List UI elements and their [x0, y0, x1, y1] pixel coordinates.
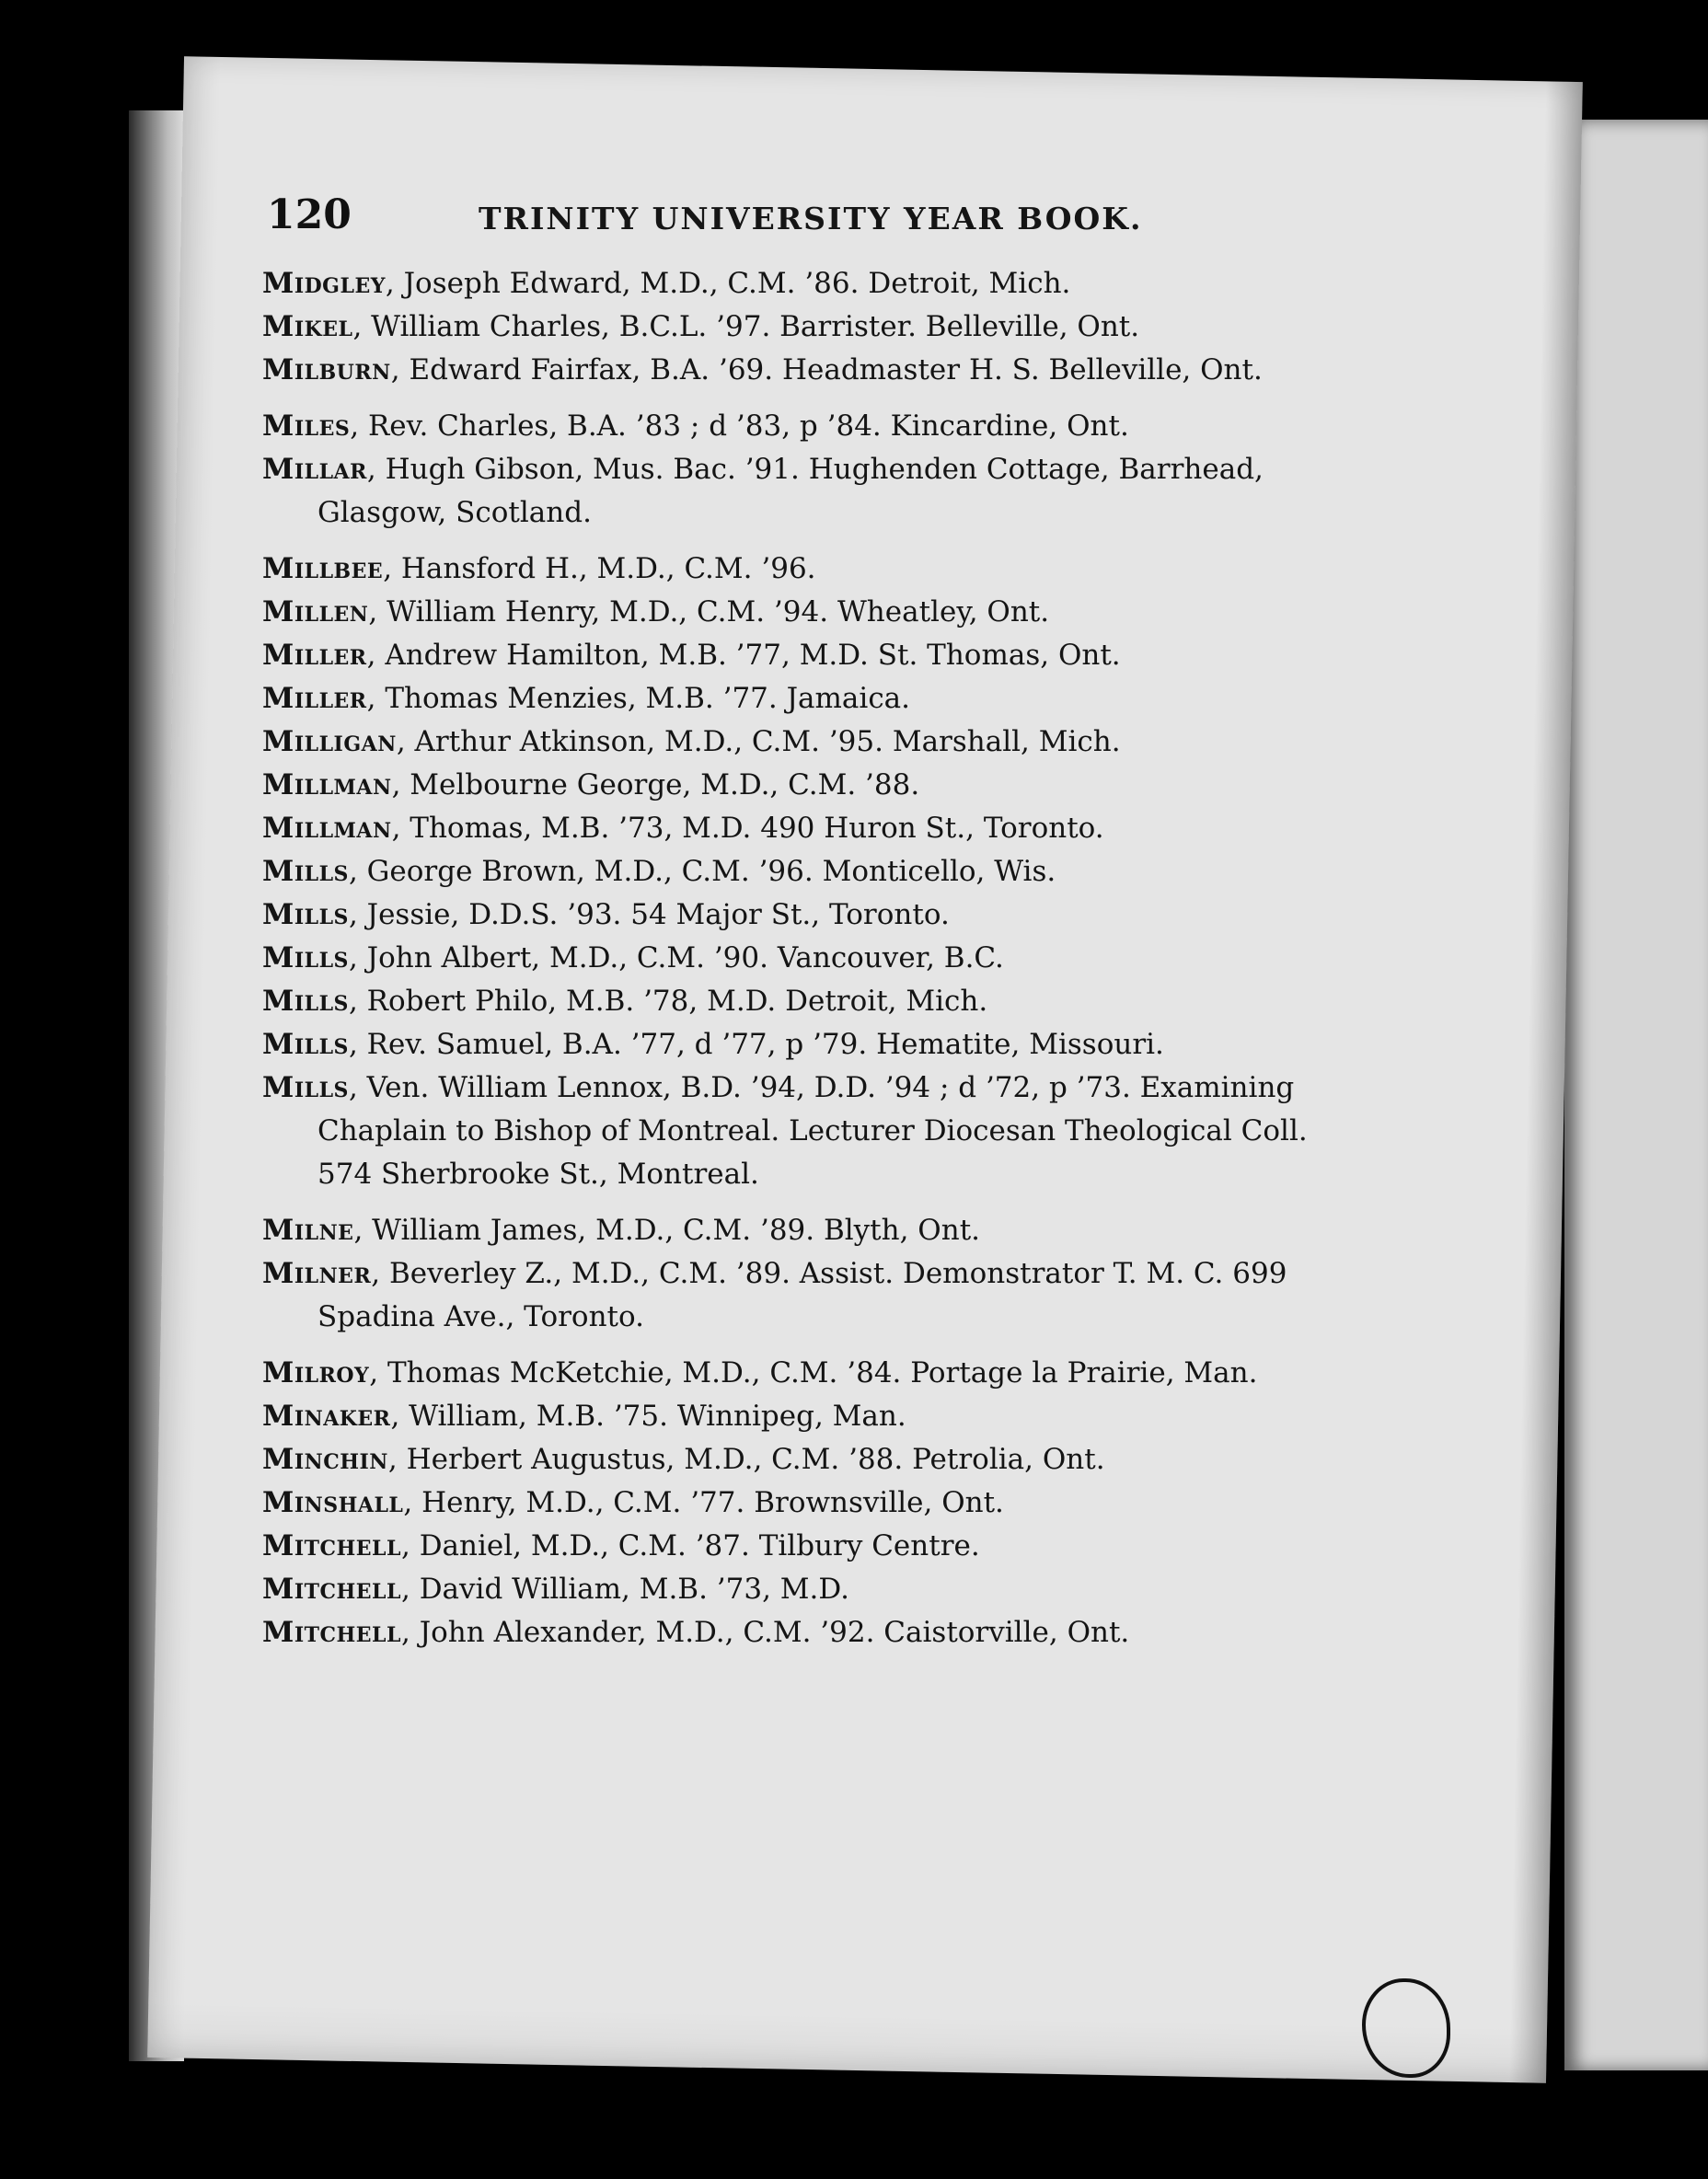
entry-surname: Millen: [262, 595, 369, 628]
entry-surname: Milligan: [262, 725, 397, 758]
entry-surname: Miller: [262, 682, 367, 715]
entry: [262, 807, 1348, 850]
entry-details: , Andrew Hamilton, M.B. ’77, M.D. St. Thomas, Ont.: [366, 639, 1121, 672]
entry-surname: Millbee: [262, 552, 384, 585]
entry-surname: Midgley: [262, 267, 386, 300]
adjacent-page-edge: [1564, 120, 1708, 2070]
entry-surname: Mitchell: [262, 1616, 401, 1649]
entry-details: , William James, M.D., C.M. ’89. Blyth, Ont.: [353, 1214, 980, 1247]
entry-details: , George Brown, M.D., C.M. ’96. Monticello, Wis.: [348, 855, 1056, 888]
entry-surname: Milburn: [262, 353, 391, 386]
entry: [262, 1438, 1348, 1481]
entry-surname: Milner: [262, 1257, 372, 1290]
entry: [262, 677, 1348, 721]
entry-details: , Beverley Z., M.D., C.M. ’89. Assist. Demonstrator T. M. C. 699 Spadina Ave., Toronto.: [317, 1257, 1287, 1333]
entry: [262, 1352, 1348, 1395]
entry-surname: Minaker: [262, 1400, 391, 1433]
entry-details: , John Albert, M.D., C.M. ’90. Vancouver, B.C.: [348, 941, 1004, 974]
entry: [262, 349, 1348, 392]
entry-surname: Mills: [262, 855, 349, 888]
entry-details: , Hansford H., M.D., C.M. ’96.: [383, 552, 816, 585]
entry-surname: Millman: [262, 812, 392, 845]
entry-details: , David William, M.B. ’73, M.D.: [400, 1573, 850, 1606]
entry: [262, 262, 1348, 306]
entry-surname: Mitchell: [262, 1573, 401, 1606]
entry: [262, 405, 1348, 448]
entry-surname: Millar: [262, 453, 367, 486]
entry-surname: Minchin: [262, 1443, 388, 1476]
entry-details: , William, M.B. ’75. Winnipeg, Man.: [390, 1400, 906, 1433]
entry-details: , Hugh Gibson, Mus. Bac. ’91. Hughenden Cottage, Barrhead, Glasgow, Scotland.: [317, 453, 1264, 529]
entry-surname: Milne: [262, 1214, 354, 1247]
entry-surname: Mills: [262, 941, 349, 974]
entry: [262, 937, 1348, 980]
entry-details: , Ven. William Lennox, B.D. ’94, D.D. ’94 ; d ’72, p ’73. Examining Chaplain to Bishop of Montreal. Lecturer Diocesan Theological Coll. 574 Sherbrooke St., Montreal.: [317, 1071, 1308, 1191]
entry: [262, 1209, 1348, 1252]
entry: [262, 1066, 1348, 1196]
entry-details: , Thomas McKetchie, M.D., C.M. ’84. Portage la Prairie, Man.: [369, 1356, 1258, 1389]
entry: [262, 850, 1348, 894]
running-head: [267, 191, 1187, 247]
entry-details: , Robert Philo, M.B. ’78, M.D. Detroit, Mich.: [348, 985, 988, 1018]
entry: [262, 548, 1348, 591]
entry: [262, 448, 1348, 535]
entry: [262, 591, 1348, 634]
entry-surname: Mitchell: [262, 1529, 401, 1562]
entry-surname: Miller: [262, 639, 367, 672]
entry: [262, 980, 1348, 1023]
entry: [262, 1525, 1348, 1568]
entry-surname: Mikel: [262, 310, 353, 343]
entry-details: , Edward Fairfax, B.A. ’69. Headmaster H. S. Belleville, Ont.: [390, 353, 1263, 386]
entry: [262, 634, 1348, 677]
entry-details: , Arthur Atkinson, M.D., C.M. ’95. Marshall, Mich.: [396, 725, 1121, 758]
entry-details: , Jessie, D.D.S. ’93. 54 Major St., Toronto.: [348, 898, 950, 931]
entry: [262, 306, 1348, 349]
entry-details: , Rev. Charles, B.A. ’83 ; d ’83, p ’84. Kincardine, Ont.: [350, 409, 1129, 443]
entry-details: , Rev. Samuel, B.A. ’77, d ’77, p ’79. Hematite, Missouri.: [348, 1028, 1164, 1061]
entry-details: , Daniel, M.D., C.M. ’87. Tilbury Centre.: [400, 1529, 980, 1562]
running-title: TRINITY UNIVERSITY YEAR BOOK.: [479, 201, 1143, 236]
entry-details: , William Charles, B.C.L. ’97. Barrister. Belleville, Ont.: [352, 310, 1140, 343]
entry: [262, 1395, 1348, 1438]
entry-details: , Thomas, M.B. ’73, M.D. 490 Huron St., Toronto.: [391, 812, 1104, 845]
entry-details: , Melbourne George, M.D., C.M. ’88.: [391, 768, 920, 801]
entry: [262, 764, 1348, 807]
entry: [262, 1023, 1348, 1066]
entry-surname: Milroy: [262, 1356, 370, 1389]
entry-surname: Millman: [262, 768, 392, 801]
entry-surname: Mills: [262, 1071, 349, 1104]
entry-surname: Mills: [262, 898, 349, 931]
entry-details: , Henry, M.D., C.M. ’77. Brownsville, Ont.: [403, 1486, 1004, 1519]
entry-details: , Joseph Edward, M.D., C.M. ’86. Detroit, Mich.: [385, 267, 1071, 300]
entry-surname: Minshall: [262, 1486, 404, 1519]
entry-details: , William Henry, M.D., C.M. ’94. Wheatley, Ont.: [368, 595, 1050, 628]
entry: [262, 1611, 1348, 1654]
page-number: 120: [267, 191, 352, 238]
entry-details: , John Alexander, M.D., C.M. ’92. Caistorville, Ont.: [400, 1616, 1130, 1649]
entry-surname: Mills: [262, 985, 349, 1018]
entry: [262, 1481, 1348, 1525]
directory-entries: [262, 262, 1348, 1654]
entry: [262, 1568, 1348, 1611]
entry: [262, 721, 1348, 764]
entry-details: , Herbert Augustus, M.D., C.M. ’88. Petrolia, Ont.: [387, 1443, 1105, 1476]
entry: [262, 894, 1348, 937]
entry-surname: Miles: [262, 409, 351, 443]
entry: [262, 1252, 1348, 1339]
entry-surname: Mills: [262, 1028, 349, 1061]
entry-details: , Thomas Menzies, M.B. ’77. Jamaica.: [366, 682, 911, 715]
